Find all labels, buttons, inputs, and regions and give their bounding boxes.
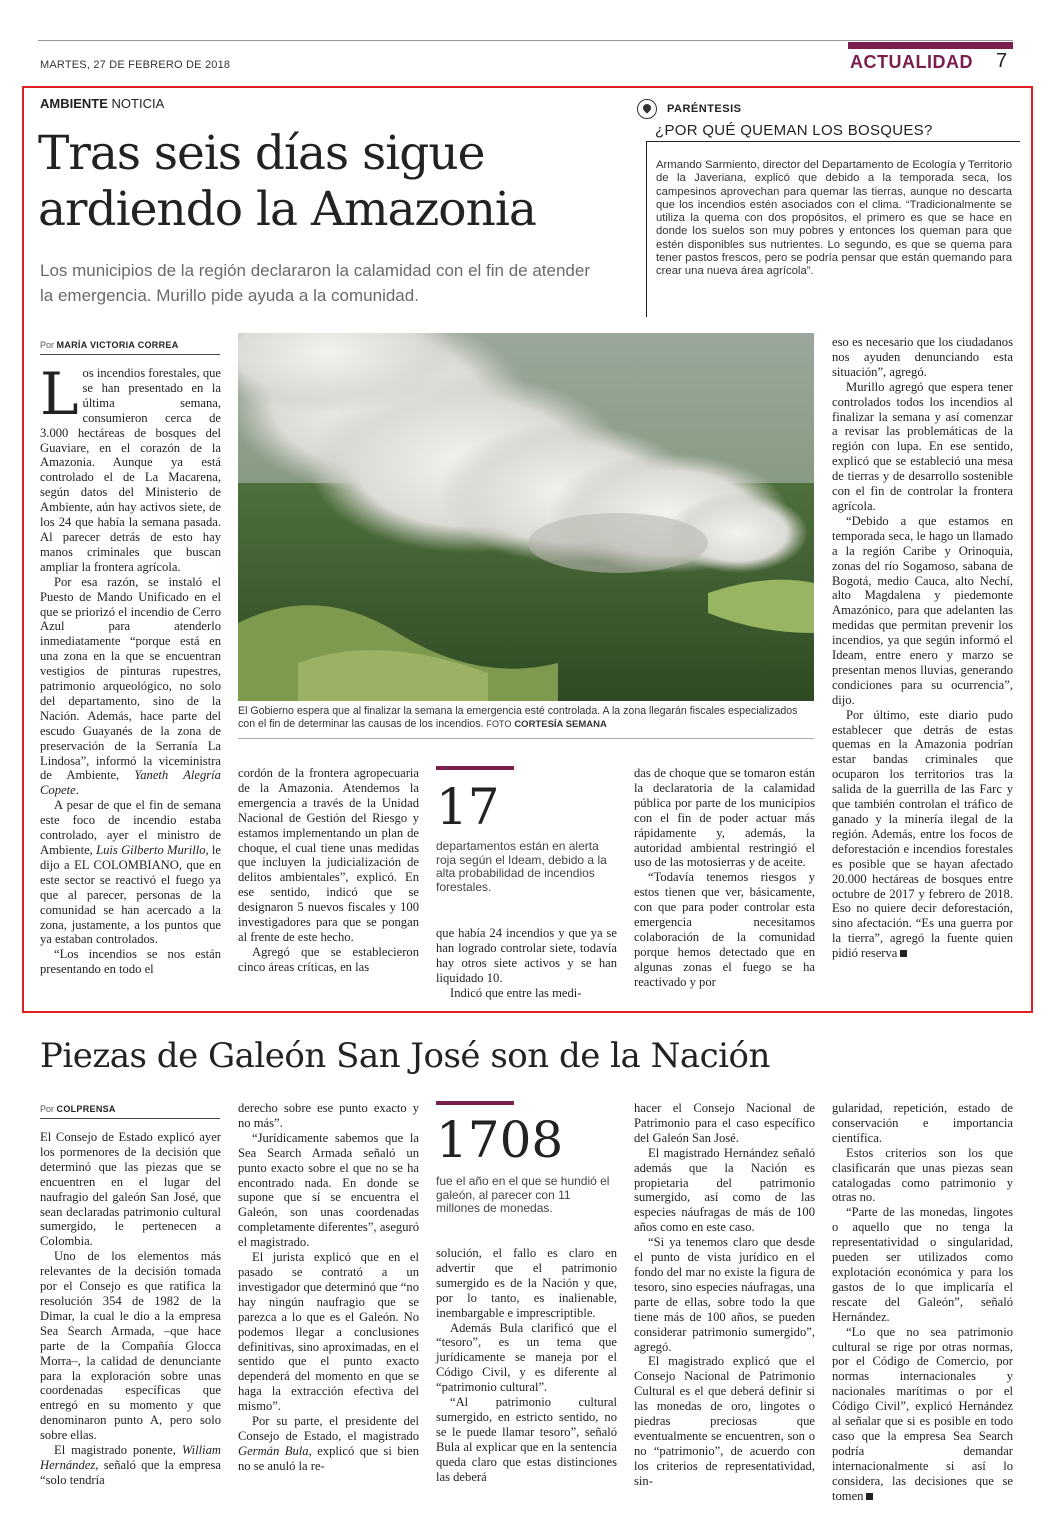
photo-caption: [238, 705, 814, 731]
caption-credit: CORTESÍA SEMANA: [514, 719, 607, 730]
person-name: Germán Bula: [238, 1443, 309, 1458]
paragraph: “Jurídicamente sabemos que la Sea Search Armada señaló un punto exacto sobre el que no se ha encontrado nada. En donde se supone que sí se encuentra el Galeón, son unas coordenadas completamente diferentes”, aseguró el magistrado.: [238, 1130, 419, 1250]
paragraph-text: Por su parte, el presidente del Consejo de Estado, el magistrado: [238, 1414, 419, 1443]
paragraph-text: , señaló que la empresa “solo tendría: [40, 1457, 221, 1487]
paragraph: El jurista explicó que en el pasado se contrató a un investigador que determinó que “no hay ningún naufragio que se parezca a lo que es el Galeón. No podemos llegar a conclusiones definitivas, sino aproximadas, en el sentido que el punto exacto dependerá del momento en que se haga la extracción efectiva del mismo”.: [238, 1250, 419, 1414]
article2-column-2: [238, 1101, 419, 1474]
paragraph: eso es necesario que los ciudadanos nos ayuden denunciando esta situación”, agregó.: [832, 335, 1013, 379]
paragraph: [40, 798, 221, 947]
section-name: ACTUALIDAD: [850, 52, 973, 72]
byline-prefix: Por: [40, 1104, 55, 1114]
paragraph: El magistrado Hernández señaló además que la Nación es propietaria del patrimonio sumergido, así como de las especies náufragas de más de 100 años como en este caso.: [634, 1145, 815, 1235]
paragraph: “Los incendios se nos están presentando en todo el: [40, 947, 221, 977]
forest-fire-photo: [238, 333, 814, 701]
paragraph: Uno de los elementos más relevantes de la decisión tomada por el Consejo es que ratifica la resolución 354 de 1982 de la Dimar, la cual le dio a la empresa Sea Search Armada, –que hace parte de la Compañía Glocca Morra–, la calidad de denunciante para la exploración sobre unas coordenadas específicas que entregó en su momento y que denominaron punto A, pero solo sobre ellas.: [40, 1249, 221, 1443]
stat-accent-bar: [436, 1101, 514, 1105]
byline: [40, 340, 179, 350]
paragraph: “Debido a que estamos en temporada seca, le hago un llamado a la región Caribe y Orinoquia, zonas del río Sogamoso, sabana de Bogotá, medio Cauca, alto Nechí, alto Magdalena y piedemonte Amazónico, para que adelanten las medidas que permitan prevenir los incendios, ya que según informó el Ideam, entre enero y marzo se presentan menos lluvias, generando condiciones para su ocurrencia”, dijo.: [832, 513, 1013, 707]
paragraph: [832, 708, 1013, 961]
article1-column-3: [436, 926, 617, 1001]
person-name: Yaneth Alegría Copete: [40, 768, 221, 798]
paragraph-text: , explicó que si bien no se anuló la re-: [238, 1443, 420, 1473]
article2-byline: [40, 1104, 116, 1114]
paragraph: Indicó que entre las medi-: [450, 985, 582, 1000]
person-name: William Hernández: [40, 1443, 221, 1472]
parentesis-body: Armando Sarmiento, director del Departamento de Ecología y Territorio de la Javeriana, explicó que debido a la temporada seca, los campesinos aprovechan para quemar las tierras, aunque no descarta que los incendios estén asociados con el clima. “Tradicionalmente se utiliza la quema con dos propósitos, el primero es que se hace en donde los suelos son muy pobres y entonces los queman para que estén disponibles sus nutrientes. Lo segundo, es que se quema para tener pastos frescos, pero se podría pensar que están quemando para crear una nueva área agrícola”.: [656, 159, 1012, 278]
paragraph: [238, 1414, 419, 1474]
caption-rule: [238, 738, 814, 739]
paragraph: das de choque que se tomaron están la declaratoria de la calamidad pública por parte de los municipios con el fin de poder actuar más rápidamente y, además, la autoridad ambiental restringió el uso de las motosierras y de aceite.: [634, 766, 815, 870]
paragraph: Además Bula clarificó que el “tesoro”, es un tema que jurídicamente se maneja por el Código Civil, y es diferente al “patrimonio cultural”.: [436, 1320, 617, 1395]
forest-fire-image: [238, 333, 814, 701]
paragraph: Por esa razón, se instaló el Puesto de Mando Unificado en el que se priorizó el incendio de Cerro Azul para atenderlo inmediatamente “porque está en una zona en la que se encuentran vestigios de pinturas rupestres, patrimonio arqueológico, no solo del departamento, sino de la Nación. Además, hace parte del escudo Guayanés de la zona de preservación de la Serranía La Lindosa”, informó la viceministra de Ambiente, Yaneth Alegría Copete.: [40, 574, 221, 798]
end-of-article-mark: [900, 950, 907, 957]
parentesis-vertical-rule: [646, 141, 647, 317]
paragraph: “Al patrimonio cultural sumergido, en estricto sentido, no se le puede llamar tesoro”, señaló Bula al explicar que en la sentencia queda claro que estas distinciones las deberá: [436, 1395, 617, 1484]
paragraph-text: Por último, este diario pudo establecer que detrás de estas quemas en la Amazonia podrían estar bandas criminales que ocuparon los territorios tras la salida de la guerrilla de las Farc y que también controlan el tráfico de ganado y la minería ilegal de la región. Además, entre los focos de deforestación e incendios forestales es posible que se hayan afectado 20.000 hectáreas de bosques entre octubre de 2017 y febrero de 2018. Eso no quiere decir deforestación, sino afectación. “Es una guerra por la tierra”, agregó la fuente quien pidió reserva: [832, 707, 1013, 961]
article-deck: Los municipios de la región declararon la calamidad con el fin de atender la emergencia. Murillo pide ayuda a la comunidad.: [40, 261, 591, 305]
paragraph-text: Por esa razón, se instaló el Puesto de Mando Unificado en el que se priorizó el incendio de Cerro Azul para atenderlo inmediatamente “porque está en una zona en la que se encuentran vestigios de pinturas rupestres, patrimonio arqueológico, no solo del departamento, sino de la Nación. Además, hace parte del escudo Guayanés de la zona de preservación de la Serranía La Lindosa”, informó la viceministra de Ambiente,: [40, 574, 221, 783]
paragraph: derecho sobre ese punto exacto y no más”.: [238, 1101, 419, 1130]
parentesis-rule: [646, 141, 1020, 142]
paragraph-text: “Lo que no sea patrimonio cultural se rige por otras normas, por el Código de Comercio, por normas internacionales y nacionales marítimas o por el Código Civil”, explicó Hernández al señalar que si es posible en todo caso que la empresa Sea Search podría demandar internacionalmente si así lo considera, las decisiones que se tomen: [832, 1324, 1013, 1503]
paragraph: [40, 1443, 221, 1488]
author-name: MARÍA VICTORIA CORREA: [56, 340, 179, 350]
lead-text: os incendios forestales, que se han presentado en la última semana, consumieron cerca de 3.000 hectáreas de bosques del Guaviare, en el corazón de la Amazonia. Aunque ya está controlado el de La Macarena, según datos del Ministerio de Ambiente, aún hay activos siete, de los 24 que había la semana pasada. Al parecer detrás de esto hay manos criminales que buscan ampliar la frontera agrícola.: [40, 366, 222, 574]
paragraph: Murillo agregó que espera tener controlados todos los incendios al finalizar la semana y así comenzar a revisar las problemáticas de la región con lupa. En ese sentido, explicó que se estableció una mesa de tierras y de desarrollo sostenible con el fin de controlar la frontera agrícola.: [832, 379, 1013, 513]
issue-date: MARTES, 27 DE FEBRERO DE 2018: [40, 59, 231, 71]
stat-accent-bar: [436, 766, 514, 770]
paragraph-text: El magistrado ponente,: [54, 1443, 176, 1458]
byline-prefix: Por: [40, 340, 55, 350]
lead-paragraph: [40, 360, 222, 575]
person-name: Luis Gilberto Murillo: [96, 843, 206, 857]
paragraph: hacer el Consejo Nacional de Patrimonio para el caso específico del Galeón San José.: [634, 1101, 815, 1145]
paragraph: solución, el fallo es claro en advertir que el patrimonio sumergido es de la Nación y que, por lo tanto, es inalienable, inembargable e imprescriptible.: [436, 1246, 617, 1320]
pushpin-icon: [637, 99, 657, 119]
parentesis-label: PARÉNTESIS: [667, 103, 742, 115]
article1-column-1: [40, 360, 222, 977]
paragraph: que había 24 incendios y que ya se han logrado controlar siete, todavía hay otros siete activos y se han liquidado 10.: [436, 926, 617, 985]
caption-text: El Gobierno espera que al finalizar la semana la emergencia esté controlada. A la zona llegarán fiscales especializados con el fin de determinar las causas de los incendios.: [238, 705, 798, 730]
drop-cap: L: [40, 360, 79, 428]
paragraph: gularidad, repetición, estado de conservación e importancia científica.: [832, 1101, 1013, 1145]
paragraph: Estos criterios son los que clasificarán que unas piezas sean catalogadas como patrimonio y otras no.: [832, 1145, 1013, 1205]
article2-column-4: [634, 1101, 815, 1489]
section-tab-bar: [848, 42, 1013, 49]
paragraph: El Consejo de Estado explicó ayer los pormenores de la decisión que determinó que las piezas que se encuentren en el lugar del naufragio del galeón San José, que sean declaradas patrimonio cultural sumergido, le pertenecen a Colombia.: [40, 1130, 221, 1249]
paragraph-text: A pesar de que el fin de semana este foco de incendio estaba controlado, ayer el ministro de Ambiente,: [40, 798, 221, 857]
paragraph: El magistrado explicó que el Consejo Nacional de Patrimonio Cultural es el que deberá definir si las monedas de oro, lingotes o piedras preciosas que eventualmente se encuentren, son o no “patrimonio”, de acuerdo con los criterios de representatividad, sin-: [634, 1354, 815, 1488]
end-of-article-mark: [866, 1493, 873, 1500]
page-number: 7: [996, 50, 1008, 72]
paragraph: cordón de la frontera agropecuaria de la Amazonia. Atendemos la emergencia a través de la Unidad Nacional de Gestión del Riesgo y estamos implementando un plan de choque, el cual tiene unas medidas que incluyen la judicialización de delitos ambientales”, explicó. En ese sentido, indicó que se designaron 5 nuevos fiscales y 100 investigadores para que se pongan al frente de este hecho.: [238, 766, 419, 944]
article2-headline[interactable]: Piezas de Galeón San José son de la Nación: [40, 1036, 770, 1076]
caption-credit-prefix: FOTO: [486, 719, 512, 729]
stat-number: 17: [436, 778, 500, 836]
article-headline[interactable]: Tras seis días sigue ardiendo la Amazonia: [38, 126, 536, 237]
kicker-type: NOTICIA: [111, 96, 165, 111]
paragraph: [832, 1325, 1013, 1504]
article1-column-4: [634, 766, 815, 990]
article1-column-2: [238, 766, 419, 975]
author-name: COLPRENSA: [56, 1104, 116, 1114]
byline-rule: [40, 1118, 220, 1119]
paragraph-text: , le dijo a EL COLOMBIANO, que en este sector se reactivó el fuego ya que al parecer, personas de la comunidad se han acercado a la zona, justamente, a los puntos que ya estaban controlados.: [40, 843, 222, 947]
parentesis-title: ¿POR QUÉ QUEMAN LOS BOSQUES?: [655, 122, 933, 139]
article2-column-1: [40, 1130, 221, 1488]
article-kicker: [40, 96, 164, 111]
stat-text: departamentos están en alerta roja según el Ideam, debido a la alta probabilidad de incendios forestales.: [436, 839, 607, 894]
paragraph: “Todavía tenemos riesgos y estos tienen que ver, básicamente, con que para poder controlar esta emergencia necesitamos colaboración de la comunidad porque hemos detectado que en algunas zonas el fuego se ha reactivado y por: [634, 870, 815, 989]
paragraph: Agregó que se establecieron cinco áreas críticas, en las: [238, 944, 419, 974]
top-rule: [38, 40, 1013, 41]
paragraph: “Si ya tenemos claro que desde el punto de vista jurídico en el fondo del mar no existe la figura de tesoro, sino especies náufragas, una parte de ellas, sobre todo la que tiene más de 100 años, se pueden considerar patrimonio sumergido”, agregó.: [634, 1235, 815, 1354]
stat-text: fue el año en el que se hundió el galeón, al parecer con 11 millones de monedas.: [436, 1174, 610, 1215]
kicker-section: AMBIENTE: [40, 96, 108, 111]
byline-rule: [40, 354, 220, 355]
stat-number: 1708: [436, 1111, 564, 1169]
article2-column-3: [436, 1246, 617, 1485]
article1-column-5: [832, 335, 1013, 961]
article2-column-5: [832, 1101, 1013, 1503]
paragraph: “Parte de las monedas, lingotes o aquello que no tenga la representatividad o singularidad, pueden ser utilizados como explotación económica y para los gastos de lo que implicaría el rescate del Galeón”, señaló Hernández.: [832, 1205, 1013, 1324]
